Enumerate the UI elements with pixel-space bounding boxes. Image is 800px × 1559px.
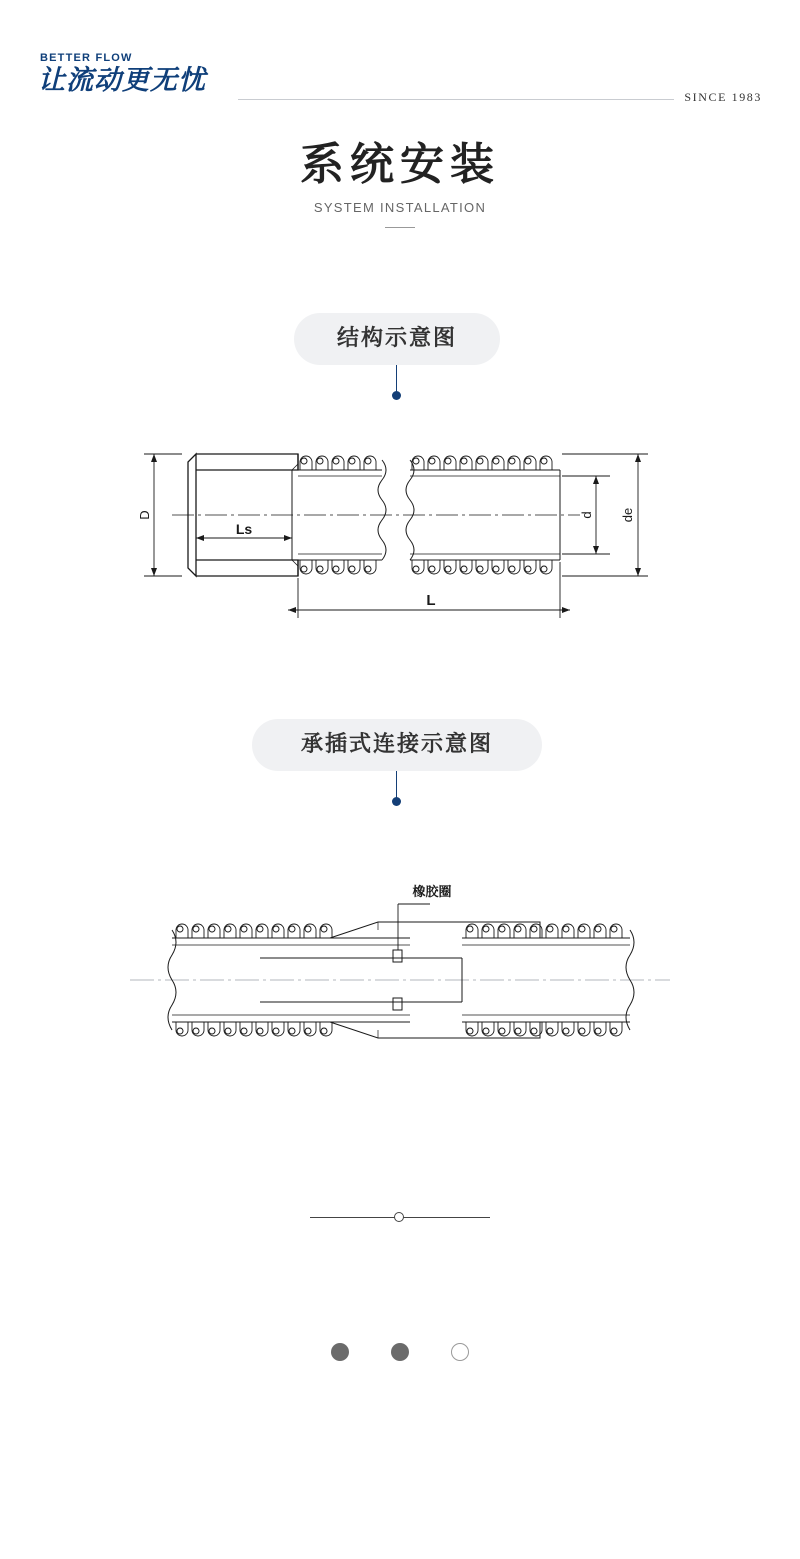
page-title-block (0, 140, 800, 228)
connector-line-2 (396, 771, 397, 799)
dim-label-de: de (620, 507, 635, 523)
dim-label-Ls: Ls (235, 521, 253, 537)
dim-label-L: L (426, 592, 436, 609)
dim-Ls-value (0, 0, 1, 1)
since-label: SINCE 1983 (684, 90, 762, 104)
page-header (38, 52, 762, 114)
dim-L-value (0, 0, 1, 1)
pagination-dot-1[interactable] (331, 1343, 349, 1361)
brand-logo (38, 52, 206, 94)
brand-english-name: BETTER FLOW (40, 52, 133, 64)
dim-label-d: d (579, 511, 594, 519)
title-underline (385, 227, 415, 228)
connector-line-1 (396, 365, 397, 393)
pagination-dots[interactable] (0, 1343, 800, 1361)
dim-D-value (0, 0, 1, 1)
brand-chinese-slogan: 让流动更无忧 (38, 65, 206, 96)
section-heading-socket-joint: 承插式连接示意图 (252, 719, 542, 771)
structure-diagram (110, 440, 690, 645)
connector-dot-2 (392, 797, 401, 806)
pagination-dot-3[interactable] (451, 1343, 469, 1361)
dim-de-value (0, 0, 1, 1)
pagination-dot-2[interactable] (391, 1343, 409, 1361)
label-rubber-ring: 橡胶圈 (412, 885, 452, 900)
page-subtitle: SYSTEM INSTALLATION (313, 199, 487, 215)
section-heading-structure: 结构示意图 (294, 313, 500, 365)
footer-divider-circle-icon (394, 1212, 404, 1222)
footer-divider (310, 1210, 490, 1224)
rubber-ring-value (0, 0, 1, 1)
header-divider (238, 99, 674, 100)
socket-joint-diagram (110, 860, 690, 1085)
connector-dot-1 (392, 391, 401, 400)
dim-d-value (0, 0, 1, 1)
dim-label-D: D (137, 510, 152, 520)
page-title: 系统安装 (300, 139, 500, 190)
